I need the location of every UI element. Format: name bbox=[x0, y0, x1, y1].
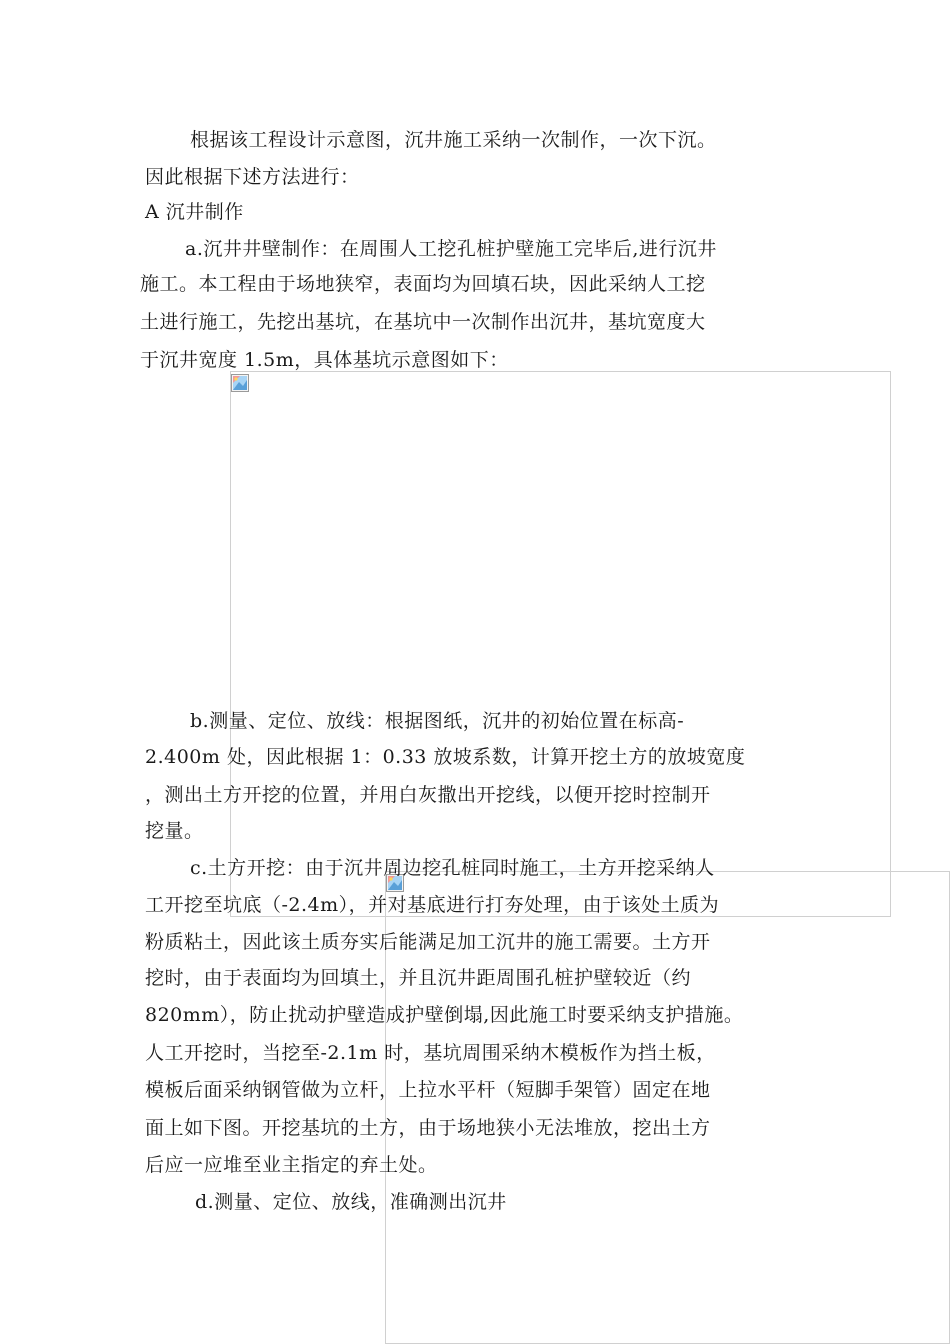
section-heading: A 沉井制作 bbox=[145, 201, 244, 223]
text-line: 人工开挖时，当挖至-2.1m 时，基坑周围采纳木模板作为挡土板， bbox=[145, 1042, 716, 1064]
text-line: 挖时，由于表面均为回填土，并且沉井距周围孔桩护壁较近（约 bbox=[145, 967, 692, 989]
text-line: 根据该工程设计示意图，沉井施工采纳一次制作，一次下沉。 bbox=[190, 129, 717, 151]
figure-placeholder-1 bbox=[230, 371, 891, 917]
text-line: 施工。本工程由于场地狭窄，表面均为回填石块，因此采纳人工挖 bbox=[140, 273, 706, 295]
text-line: 面上如下图。开挖基坑的土方，由于场地狭小无法堆放，挖出土方 bbox=[145, 1117, 711, 1139]
text-line: d.测量、定位、放线，准确测出沉井 bbox=[195, 1191, 507, 1213]
text-line: b.测量、定位、放线：根据图纸，沉井的初始位置在标高- bbox=[190, 710, 685, 732]
text-line: ，测出土方开挖的位置，并用白灰撒出开挖线，以便开挖时控制开 bbox=[145, 784, 711, 806]
text-line: 工开挖至坑底（-2.4m），并对基底进行打夯处理，由于该处土质为 bbox=[145, 894, 720, 916]
text-line: 挖量。 bbox=[145, 820, 204, 842]
text-line: 于沉井宽度 1.5m，具体基坑示意图如下： bbox=[140, 349, 509, 371]
text-line: 粉质粘土，因此该土质夯实后能满足加工沉井的施工需要。土方开 bbox=[145, 931, 711, 953]
text-line: a.沉井井壁制作：在周围人工挖孔桩护壁施工完毕后,进行沉井 bbox=[185, 238, 717, 260]
broken-image-icon bbox=[231, 374, 249, 392]
text-line: 820mm），防止扰动护壁造成护壁倒塌,因此施工时要采纳支护措施。 bbox=[145, 1004, 744, 1026]
text-line: 模板后面采纳钢管做为立杆，上拉水平杆（短脚手架管）固定在地 bbox=[145, 1079, 711, 1101]
text-line: 2.400m 处，因此根据 1：0.33 放坡系数，计算开挖土方的放坡宽度 bbox=[145, 746, 746, 768]
text-line: 土进行施工，先挖出基坑，在基坑中一次制作出沉井，基坑宽度大 bbox=[140, 311, 706, 333]
text-line: c.土方开挖：由于沉井周边挖孔桩同时施工，土方开挖采纳人 bbox=[190, 857, 715, 879]
text-line: 因此根据下述方法进行： bbox=[145, 166, 360, 188]
text-line: 后应一应堆至业主指定的弃土处。 bbox=[145, 1154, 438, 1176]
